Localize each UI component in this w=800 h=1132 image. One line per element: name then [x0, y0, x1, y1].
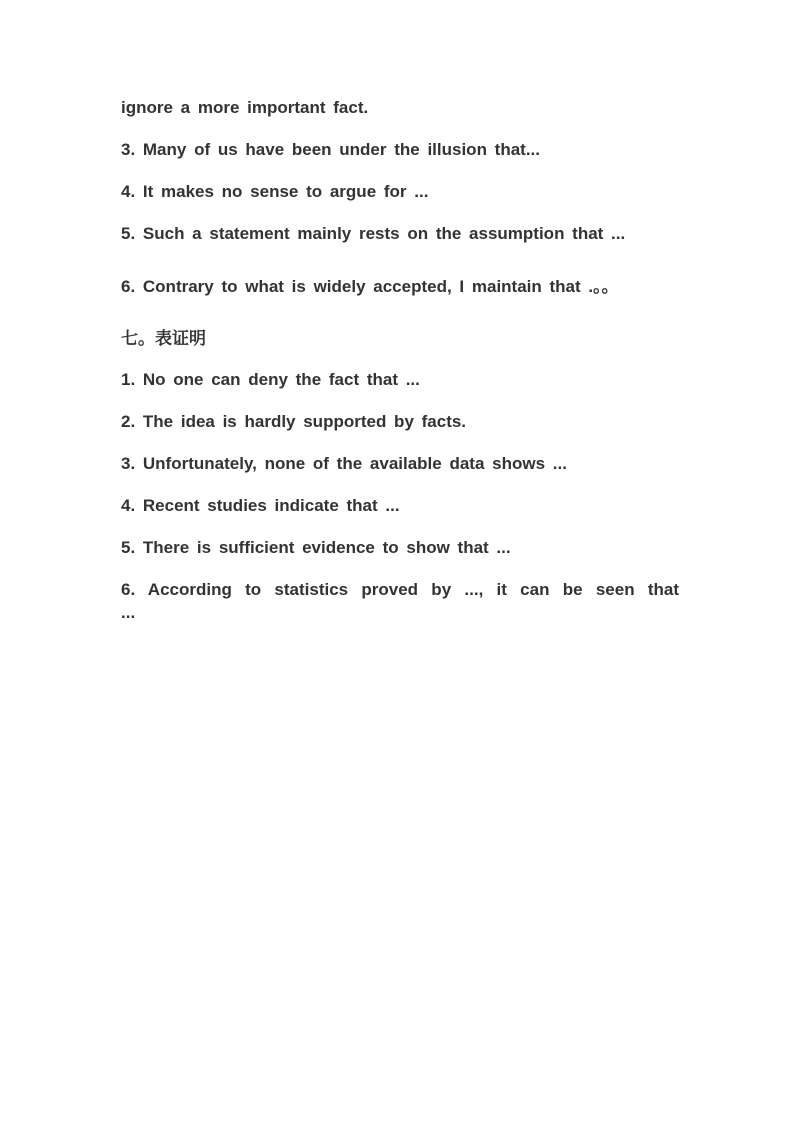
list-item: 6. Contrary to what is widely accepted, I maintain that .。。	[121, 277, 619, 296]
list-item: 5. There is sufficient evidence to show that ...	[121, 538, 511, 557]
list-item: 1. No one can deny the fact that ...	[121, 370, 420, 389]
list-item-line-one: 6. According to statistics proved by ..., it can be seen that	[121, 580, 679, 599]
list-item: 4. Recent studies indicate that ...	[121, 496, 400, 515]
list-item: 3. Unfortunately, none of the available data shows ...	[121, 454, 567, 473]
list-item: 3. Many of us have been under the illusion that...	[121, 140, 541, 159]
list-item: 5. Such a statement mainly rests on the assumption that ...	[121, 224, 626, 243]
list-item-wrapped	[121, 579, 681, 624]
text-line-continuation: ignore a more important fact.	[121, 98, 369, 117]
list-item: 2. The idea is hardly supported by facts.	[121, 412, 467, 431]
section-heading: 七。表证明	[121, 329, 206, 349]
list-item: 4. It makes no sense to argue for ...	[121, 182, 429, 201]
list-item-line-two: ...	[121, 603, 136, 622]
